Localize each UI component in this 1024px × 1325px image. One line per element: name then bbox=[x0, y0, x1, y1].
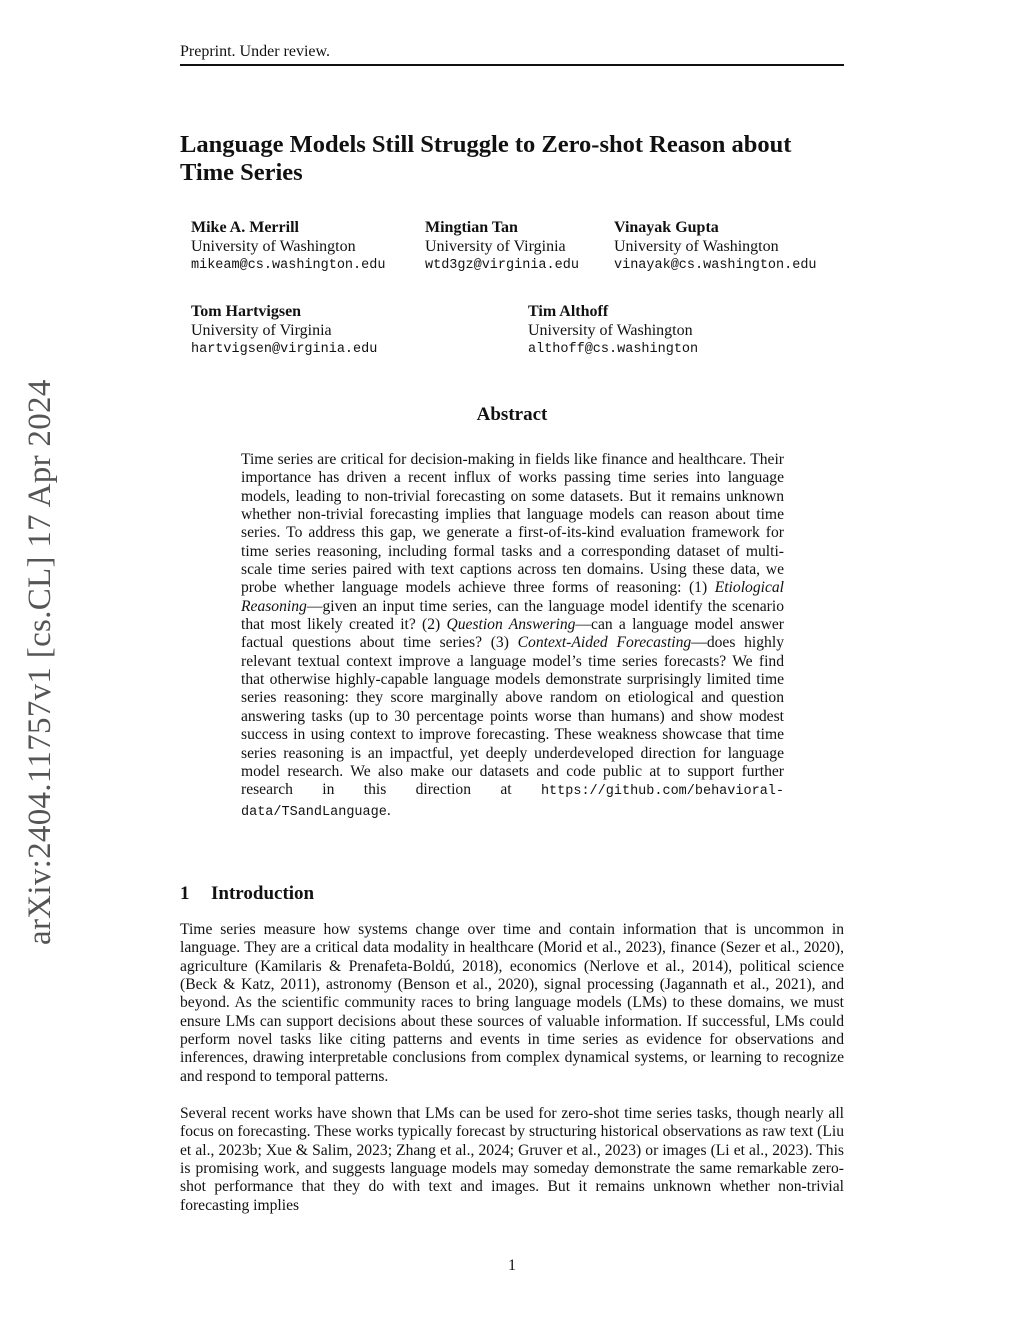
body-paragraph: Time series measure how systems change over time and contain information that is uncommon in language. They are a critical data modality in healthcare (Morid et al., 2023), finance (Sezer et al., 2020), agriculture (Kamilaris & Prenafeta-Boldú, 2018), economics (Nerlove et al., 2014), political science (Beck & Katz, 2011), astronomy (Benson et al., 2020), signal processing (Jagannath et al., 2021), and beyond. As the scientific community races to bring language models (LMs) to these domains, we must ensure LMs can support decisions about these sources of valuable information. If successful, LMs could perform novel tasks like citing patterns and events in time series as evidence for observations and inferences, drawing interpretable conclusions from complex dynamical systems, or learning to recognize and respond to temporal patterns. bbox=[180, 921, 844, 1085]
author-block bbox=[425, 218, 579, 275]
arxiv-identifier-stamp: arXiv:2404.11757v1 [cs.CL] 17 Apr 2024 bbox=[22, 379, 58, 945]
author-name: Tom Hartvigsen bbox=[191, 303, 302, 320]
section-heading bbox=[180, 883, 314, 905]
abstract-text-part: —does highly relevant textual context improve a language model’s time series forecasts? We find that otherwise highly-capable language models demonstrate surprisingly limited time series reasoning: they score marginally above random on etiological and question answering tasks (up to 30 percentage points worse than humans) and show modest success in using context to improve forecasting. These weakness showcase that time series reasoning is an impactful, yet deeply underdeveloped direction for language model research. We also make our datasets and code public at to support further research in this direction at bbox=[241, 634, 784, 799]
abstract-text-part: . bbox=[386, 801, 391, 819]
author-affiliation: University of Washington bbox=[614, 238, 779, 255]
abstract-text bbox=[241, 451, 784, 822]
body-paragraph: Several recent works have shown that LMs can be used for zero-shot time series tasks, though nearly all focus on forecasting. These works typically forecast by structuring historical observations as raw text (Liu et al., 2023b; Xue & Salim, 2023; Zhang et al., 2024; Gruver et al., 2023) or images (Li et al., 2023). This is promising work, and suggests language models may someday demonstrate the same remarkable zero-shot performance that they do with text and images. But it remains unknown whether non-trivial forecasting implies bbox=[180, 1105, 844, 1214]
author-affiliation: University of Virginia bbox=[425, 238, 566, 255]
header-rule bbox=[180, 64, 844, 66]
page-number: 1 bbox=[508, 1257, 516, 1274]
author-name: Tim Althoff bbox=[528, 303, 609, 320]
running-header: Preprint. Under review. bbox=[180, 43, 331, 60]
author-email: vinayak@cs.washington.edu bbox=[614, 258, 817, 273]
abstract-text-part: —given an input time series, can the language model identify the scenario that most likely created it? (2) bbox=[241, 597, 784, 634]
repository-link[interactable]: https://github.com/behavioral-data/TSandLanguage bbox=[241, 784, 784, 820]
author-name: Vinayak Gupta bbox=[614, 219, 719, 236]
abstract-text-part: Time series are critical for decision-making in fields like finance and healthcare. Their importance has driven a recent influx of works passing time series into language models, leading to non-trivial forecasting on some datasets. But it remains unknown whether non-trivial forecasting implies that language models can reason about time series. To address this gap, we generate a first-of-its-kind evaluation framework for time series reasoning, including formal tasks and a corresponding dataset of multi-scale time series paired with text captions across ten domains. Using these data, we probe whether language models achieve three forms of reasoning: (1) bbox=[241, 451, 784, 597]
author-email: althoff@cs.washington bbox=[528, 342, 699, 357]
abstract-term: Etiological Reasoning bbox=[241, 579, 784, 615]
section-title: Introduction bbox=[211, 883, 315, 904]
paper-title: Language Models Still Struggle to Zero-shot Reason about Time Series bbox=[180, 131, 792, 186]
abstract-heading: Abstract bbox=[476, 404, 548, 425]
abstract-term: Question Answering bbox=[446, 616, 576, 634]
abstract-text-part: —can a language model answer factual questions about time series? (3) bbox=[241, 616, 785, 652]
author-block bbox=[191, 302, 377, 359]
author-email: hartvigsen@virginia.edu bbox=[191, 342, 378, 357]
author-name: Mingtian Tan bbox=[425, 219, 518, 236]
section-number: 1 bbox=[180, 883, 190, 904]
author-name: Mike A. Merrill bbox=[191, 219, 299, 236]
author-email: mikeam@cs.washington.edu bbox=[191, 258, 386, 273]
author-block bbox=[614, 218, 817, 275]
abstract-term: Context-Aided Forecasting bbox=[517, 634, 692, 652]
author-block bbox=[528, 302, 698, 359]
author-block bbox=[191, 218, 385, 275]
author-affiliation: University of Washington bbox=[528, 322, 693, 339]
author-email: wtd3gz@virginia.edu bbox=[425, 258, 579, 273]
author-affiliation: University of Washington bbox=[191, 238, 356, 255]
author-affiliation: University of Virginia bbox=[191, 322, 332, 339]
